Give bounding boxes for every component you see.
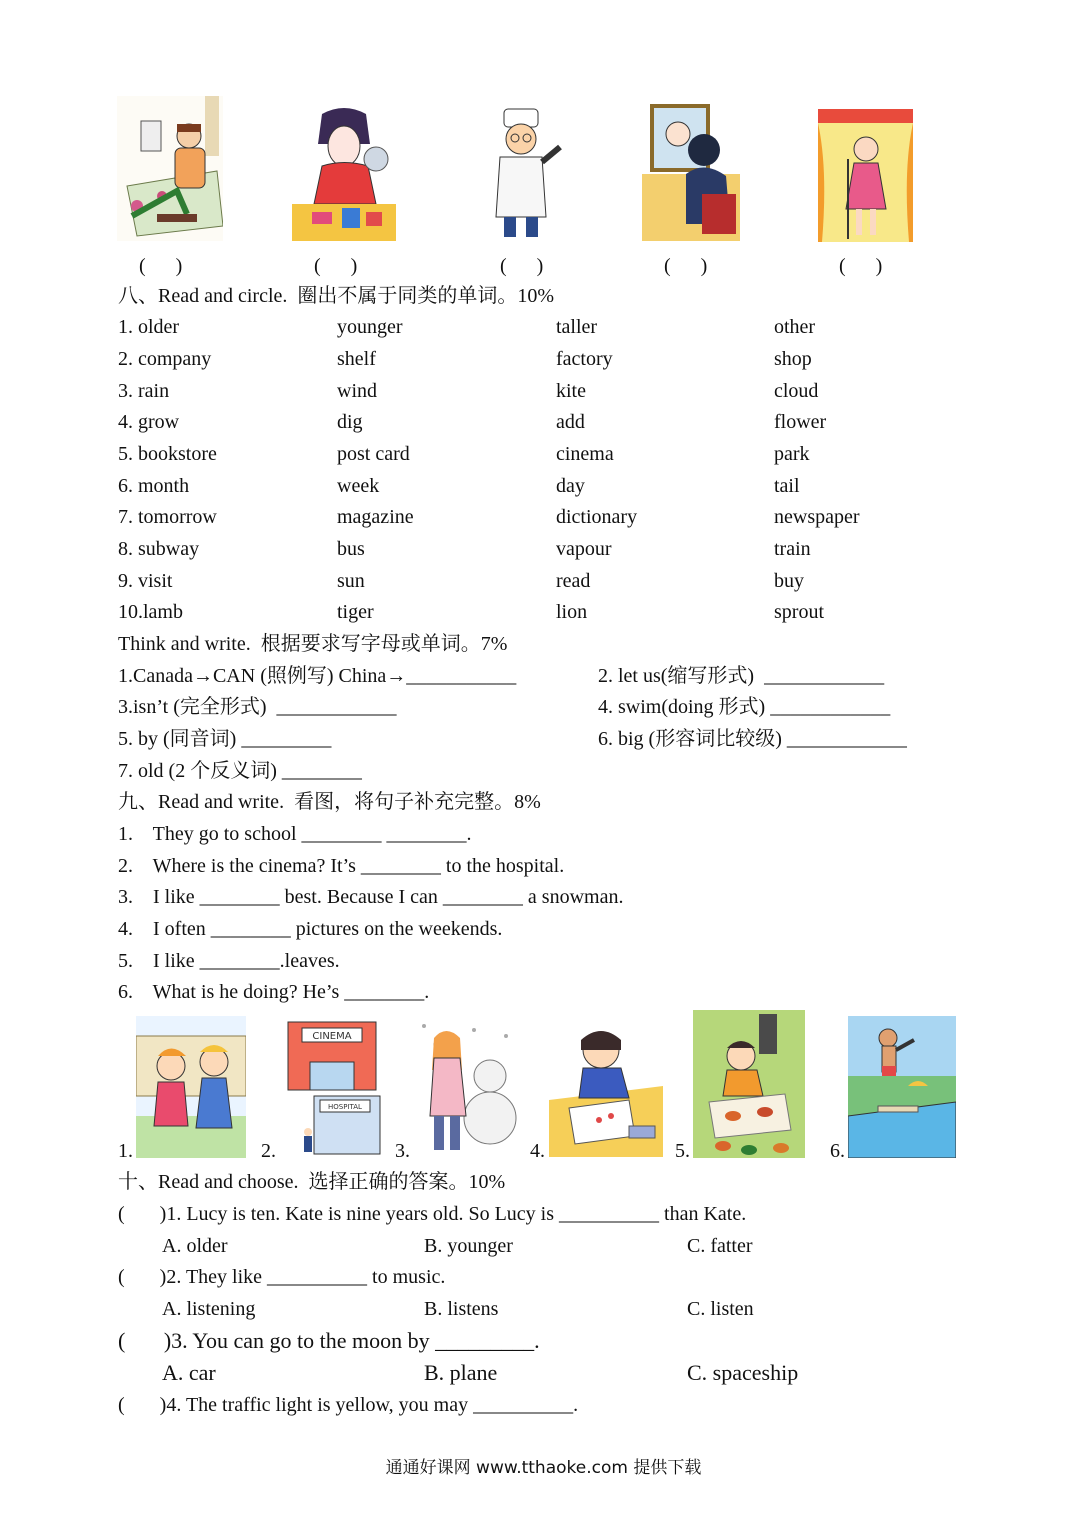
- picture-number-6: 6.: [830, 1140, 845, 1162]
- word-cell[interactable]: bus: [337, 538, 365, 560]
- word-cell[interactable]: factory: [556, 348, 613, 370]
- cinema-next-to-hospital-icon: [280, 1014, 384, 1156]
- word-cell[interactable]: cinema: [556, 443, 614, 465]
- two-girls-walking-to-school-icon: [136, 1016, 246, 1158]
- picture-swimming: [848, 1016, 956, 1158]
- word-cell[interactable]: tail: [774, 475, 800, 497]
- cinema-sign: CINEMA: [312, 1031, 352, 1042]
- option-b[interactable]: B. younger: [424, 1235, 513, 1257]
- picture-number-3: 3.: [395, 1140, 410, 1162]
- word-cell[interactable]: 1. older: [118, 316, 180, 338]
- word-cell[interactable]: dictionary: [556, 506, 638, 528]
- option-c[interactable]: C. spaceship: [687, 1360, 799, 1385]
- girl-drawing-picture-icon: [549, 1016, 663, 1157]
- option-b[interactable]: B. listens: [424, 1298, 499, 1320]
- word-cell[interactable]: 6. month: [118, 475, 190, 497]
- woman-at-dressing-mirror-icon: [642, 104, 740, 241]
- word-cell[interactable]: tiger: [337, 601, 374, 623]
- answer-paren-3[interactable]: ( ): [500, 255, 544, 277]
- picture-number-4: 4.: [530, 1140, 545, 1162]
- answer-paren-4[interactable]: ( ): [664, 255, 708, 277]
- picture-singer: [818, 109, 913, 242]
- word-cell[interactable]: add: [556, 411, 585, 433]
- word-cell[interactable]: sun: [337, 570, 365, 592]
- word-cell[interactable]: train: [774, 538, 811, 560]
- word-cell[interactable]: shelf: [337, 348, 376, 370]
- word-cell[interactable]: 5. bookstore: [118, 443, 217, 465]
- question-3[interactable]: ( )3. You can go to the moon by _________.: [118, 1328, 540, 1353]
- option-c[interactable]: C. listen: [687, 1298, 754, 1320]
- word-cell[interactable]: day: [556, 475, 585, 497]
- question-4[interactable]: ( )4. The traffic light is yellow, you may __________.: [118, 1394, 579, 1416]
- boy-diving-into-pool-icon: [848, 1016, 956, 1158]
- word-cell[interactable]: buy: [774, 570, 804, 592]
- word-cell[interactable]: sprout: [774, 601, 824, 623]
- fill-sentence-3[interactable]: 3. I like ________ best. Because I can ________ a snowman.: [118, 886, 624, 908]
- word-cell[interactable]: 10.lamb: [118, 601, 183, 623]
- think-item-7[interactable]: 7. old (2 个反义词) ________: [118, 760, 362, 782]
- think-item-2[interactable]: 2. let us(缩写形式) ____________: [598, 665, 885, 687]
- page-footer: 通通好课网 www.tthaoke.com 提供下载: [385, 1458, 702, 1478]
- picture-leaves: [693, 1010, 805, 1158]
- word-cell[interactable]: 9. visit: [118, 570, 173, 592]
- word-cell[interactable]: younger: [337, 316, 403, 338]
- word-cell[interactable]: 7. tomorrow: [118, 506, 217, 528]
- think-heading: Think and write. 根据要求写字母或单词。7%: [118, 633, 508, 655]
- think-item-6[interactable]: 6. big (形容词比较级) ____________: [598, 728, 907, 750]
- word-cell[interactable]: magazine: [337, 506, 414, 528]
- word-cell[interactable]: 2. company: [118, 348, 212, 370]
- picture-number-5: 5.: [675, 1140, 690, 1162]
- fill-sentence-6[interactable]: 6. What is he doing? He’s ________.: [118, 981, 430, 1003]
- doctor-icon: [476, 107, 566, 242]
- picture-number-1: 1.: [118, 1140, 133, 1162]
- picture-cinema-hospital: [280, 1014, 384, 1156]
- opera-actress-with-mirror-icon: [292, 104, 396, 241]
- option-a[interactable]: A. older: [162, 1235, 228, 1257]
- boy-collecting-leaves-icon: [693, 1010, 805, 1158]
- word-cell[interactable]: cloud: [774, 380, 819, 402]
- word-cell[interactable]: wind: [337, 380, 377, 402]
- picture-snowman: [414, 1016, 520, 1156]
- answer-paren-1[interactable]: ( ): [139, 255, 183, 277]
- word-cell[interactable]: lion: [556, 601, 588, 623]
- word-cell[interactable]: week: [337, 475, 380, 497]
- picture-number-2: 2.: [261, 1140, 276, 1162]
- think-item-5[interactable]: 5. by (同音词) _________: [118, 728, 332, 750]
- word-cell[interactable]: 4. grow: [118, 411, 180, 433]
- word-cell[interactable]: post card: [337, 443, 410, 465]
- section8-heading: 八、Read and circle. 圈出不属于同类的单词。10%: [118, 285, 555, 307]
- word-cell[interactable]: flower: [774, 411, 827, 433]
- hospital-sign: HOSPITAL: [328, 1103, 362, 1111]
- question-1[interactable]: ( )1. Lucy is ten. Kate is nine years old. So Lucy is __________ than Kate.: [118, 1203, 747, 1225]
- answer-paren-5[interactable]: ( ): [839, 255, 883, 277]
- florist-arranging-flowers-icon: [117, 96, 223, 241]
- word-cell[interactable]: 3. rain: [118, 380, 170, 402]
- girl-singing-on-stage-icon: [818, 109, 913, 242]
- picture-woman-mirror: [642, 104, 740, 241]
- fill-sentence-2[interactable]: 2. Where is the cinema? It’s ________ to the hospital.: [118, 855, 565, 877]
- word-cell[interactable]: vapour: [556, 538, 612, 560]
- think-item-1[interactable]: 1.Canada→CAN (照例写) China→___________: [118, 665, 517, 687]
- picture-drawing: [549, 1016, 663, 1157]
- word-cell[interactable]: newspaper: [774, 506, 860, 528]
- picture-florist: [117, 96, 223, 241]
- think-item-3[interactable]: 3.isn’t (完全形式) ____________: [118, 696, 397, 718]
- word-cell[interactable]: 8. subway: [118, 538, 200, 560]
- word-cell[interactable]: park: [774, 443, 810, 465]
- option-b[interactable]: B. plane: [424, 1360, 498, 1385]
- word-cell[interactable]: kite: [556, 380, 586, 402]
- picture-school-girls: [136, 1016, 246, 1158]
- word-cell[interactable]: shop: [774, 348, 812, 370]
- option-a[interactable]: A. listening: [162, 1298, 256, 1320]
- option-c[interactable]: C. fatter: [687, 1235, 753, 1257]
- fill-sentence-4[interactable]: 4. I often ________ pictures on the weekends.: [118, 918, 503, 940]
- think-item-4[interactable]: 4. swim(doing 形式) ____________: [598, 696, 891, 718]
- word-cell[interactable]: read: [556, 570, 591, 592]
- word-cell[interactable]: other: [774, 316, 816, 338]
- question-2[interactable]: ( )2. They like __________ to music.: [118, 1266, 446, 1288]
- section9-heading: 九、Read and write. 看图，将句子补充完整。8%: [118, 791, 541, 813]
- option-a[interactable]: A. car: [162, 1360, 216, 1385]
- girl-building-snowman-icon: [414, 1016, 520, 1156]
- word-cell[interactable]: taller: [556, 316, 598, 338]
- fill-sentence-5[interactable]: 5. I like ________.leaves.: [118, 950, 340, 972]
- section10-heading: 十、Read and choose. 选择正确的答案。10%: [118, 1171, 506, 1193]
- answer-paren-2[interactable]: ( ): [314, 255, 358, 277]
- word-cell[interactable]: dig: [337, 411, 363, 433]
- picture-opera-actress: [292, 104, 396, 241]
- fill-sentence-1[interactable]: 1. They go to school ________ ________.: [118, 823, 472, 845]
- picture-doctor: [476, 107, 566, 242]
